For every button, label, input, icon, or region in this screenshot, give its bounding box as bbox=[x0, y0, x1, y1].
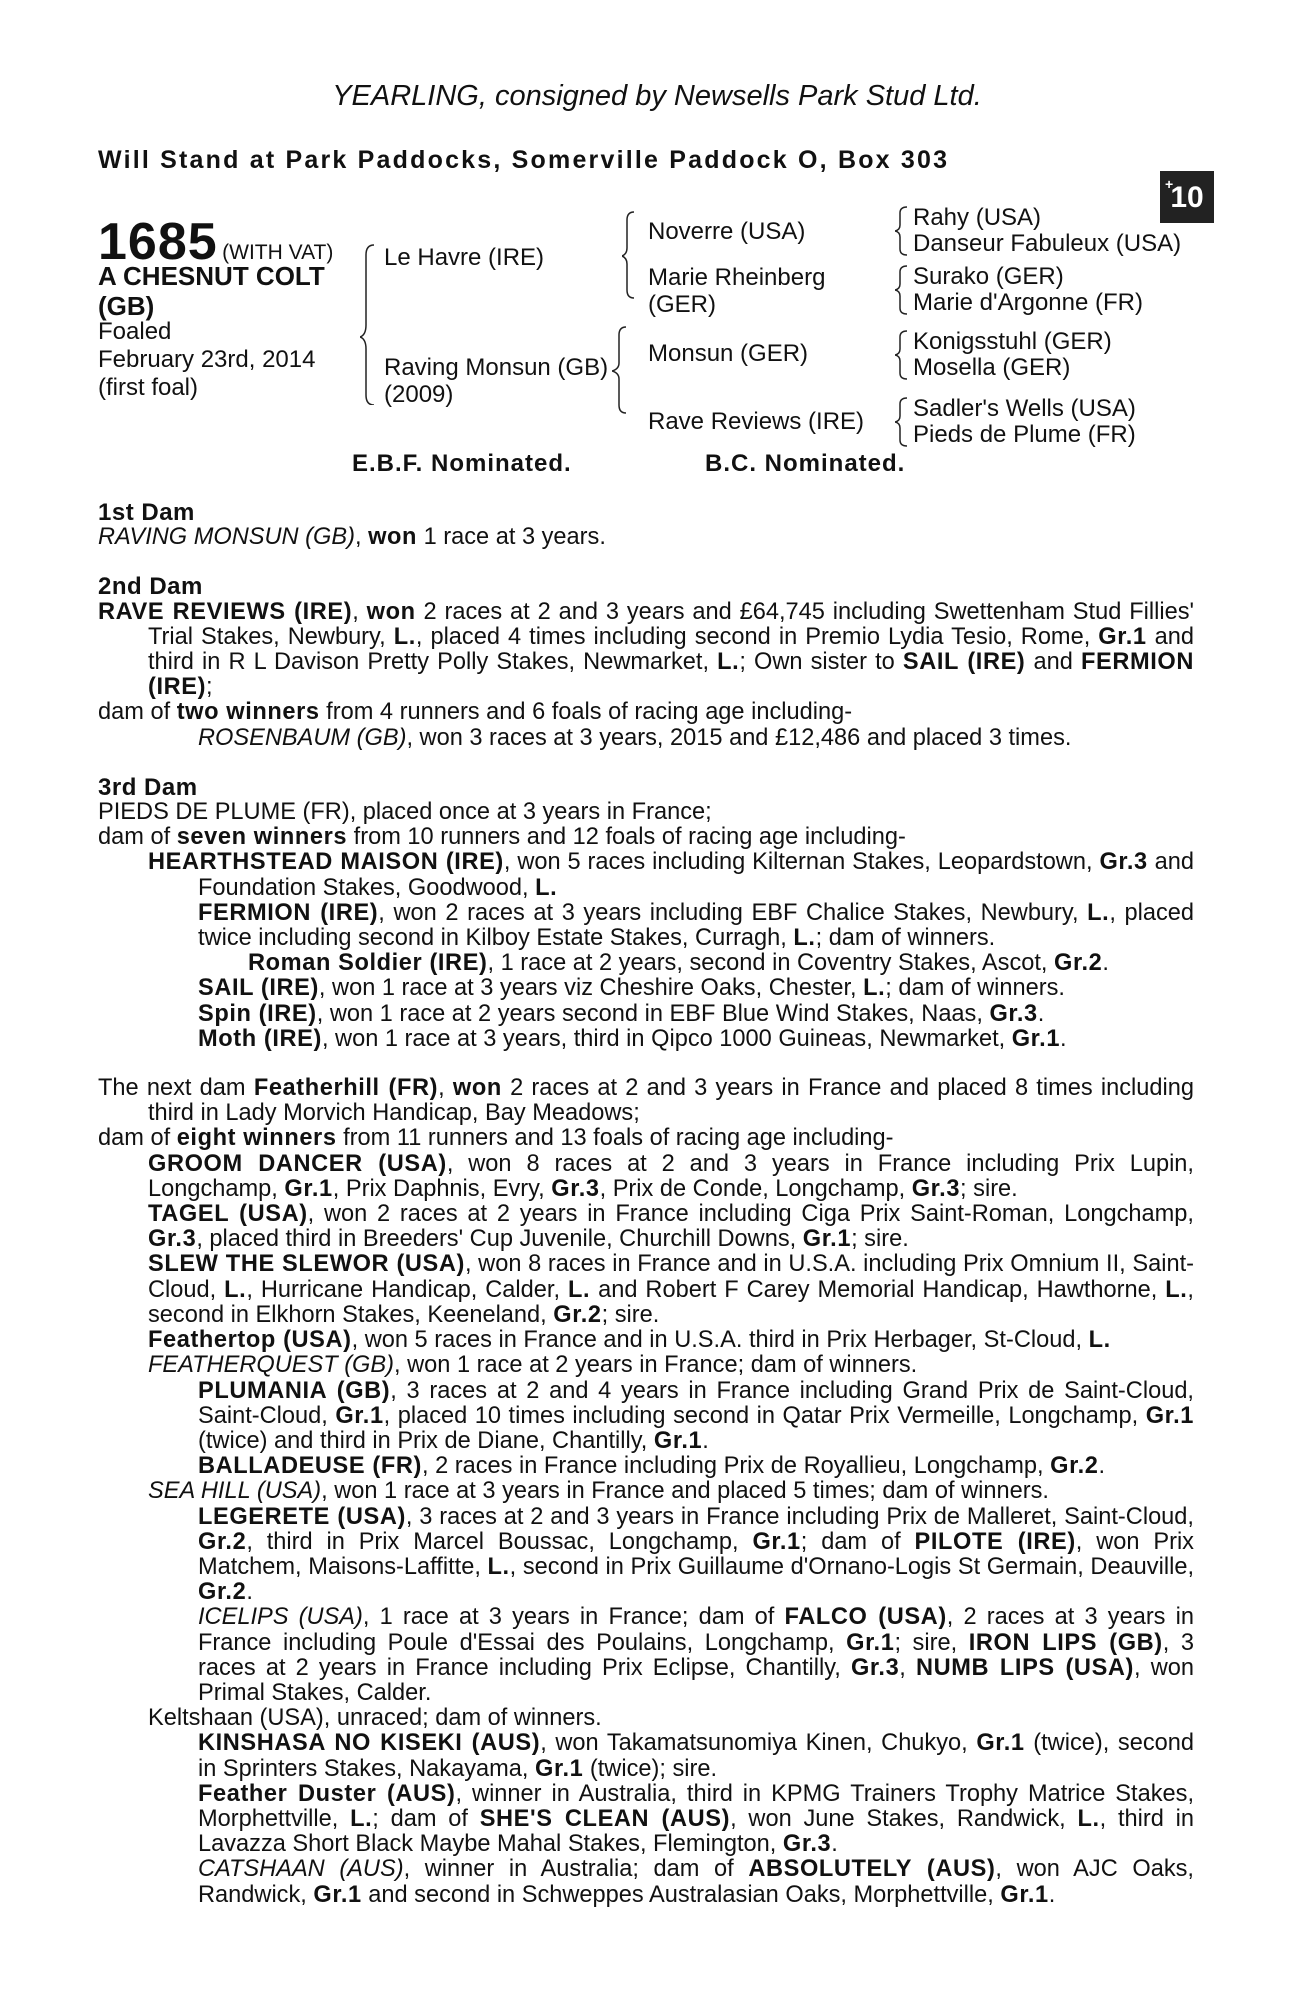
first-dam-heading: 1st Dam bbox=[98, 499, 195, 526]
bc-nominated: B.C. Nominated. bbox=[705, 450, 906, 477]
brace-4 bbox=[895, 396, 911, 448]
third-dam-heading: 3rd Dam bbox=[98, 773, 198, 801]
produce-groom-dancer: GROOM DANCER (USA), won 8 races at 2 and 3 years in France including Prix Lupin, Longchamp, Gr.1, Prix Daphnis, Evry, Gr.3, Prix de Conde, Longchamp, Gr.3; sire. bbox=[148, 1150, 1194, 1202]
text: 1 race at 3 years. bbox=[417, 524, 606, 551]
vat-note: (WITH VAT) bbox=[222, 241, 334, 264]
second-dam-record: RAVE REVIEWS (IRE), won 2 races at 2 and 3 years and £64,745 including Swettenham Stud Fillies' Trial Stakes, Newbury, L., placed 4 times including second in Premio Lydia Tesio, Rome, Gr.1 and third in R L Davison Pretty Polly Stakes, Newmarket, L.; Own sister to SAIL (IRE) and FERMION (IRE); bbox=[98, 598, 1195, 701]
horse-country: (GB) bbox=[98, 291, 155, 321]
third-dam-produce-summary: dam of seven winners from 10 runners and 12 foals of racing age including- bbox=[98, 824, 906, 851]
dam-sire-dam: Mosella (GER) bbox=[913, 354, 1071, 381]
produce-sail: SAIL (IRE), won 1 race at 3 years viz Cheshire Oaks, Chester, L.; dam of winners. bbox=[198, 975, 1065, 1002]
dam-dam: Rave Reviews (IRE) bbox=[648, 408, 865, 435]
produce-record bbox=[98, 500, 1194, 1908]
next-dam-record: The next dam Featherhill (FR), won 2 races at 2 and 3 years in France and placed 8 times including third in Lady Morvich Handicap, Bay Meadows; bbox=[98, 1075, 1195, 1127]
lot-badge bbox=[1160, 171, 1214, 223]
first-dam-section bbox=[98, 500, 1194, 550]
third-dam-section bbox=[98, 775, 1194, 1052]
page-header: YEARLING, consigned by Newsells Park Stud Ltd. bbox=[332, 80, 982, 112]
sire: Le Havre (IRE) bbox=[384, 244, 545, 271]
badge-value: 10 bbox=[1170, 181, 1204, 214]
sire-dam-sire: Surako (GER) bbox=[913, 263, 1064, 290]
horse-description bbox=[98, 261, 325, 321]
sire-sire-dam: Danseur Fabuleux (USA) bbox=[913, 230, 1182, 257]
dam-year: (2009) bbox=[384, 381, 454, 408]
next-dam-section bbox=[98, 1076, 1194, 1908]
first-dam-record bbox=[98, 525, 1194, 550]
dam: Raving Monsun (GB) bbox=[384, 354, 609, 381]
produce-hearthstead-maison: HEARTHSTEAD MAISON (IRE), won 5 races including Kilternan Stakes, Leopardstown, Gr.3 and Foundation Stakes, Goodwood, L. bbox=[148, 849, 1195, 901]
dam-sire-sire: Konigsstuhl (GER) bbox=[913, 328, 1112, 355]
brace-2 bbox=[895, 264, 911, 316]
sire-dam: Marie Rheinberg bbox=[648, 264, 826, 291]
foaling-info bbox=[98, 318, 315, 402]
produce-plumania: PLUMANIA (GB), 3 races at 2 and 4 years in France including Grand Prix de Saint-Cloud, Saint-Cloud, Gr.1, placed 10 times including second in Qatar Prix Vermeille, Longchamp, Gr.1 (twice) and third in Prix de Diane, Chantilly, Gr.1. bbox=[198, 1377, 1195, 1454]
produce-catshaan: CATSHAAN (AUS), winner in Australia; dam of ABSOLUTELY (AUS), won AJC Oaks, Randwick, Gr.1 and second in Schweppes Australasian Oaks, Morphettville, Gr.1. bbox=[198, 1856, 1194, 1908]
produce-tagel: TAGEL (USA), won 2 races at 2 years in France including Ciga Prix Saint-Roman, Longchamp, Gr.3, placed third in Breeders' Cup Juvenile, Churchill Downs, Gr.1; sire. bbox=[148, 1201, 1194, 1253]
foaled-label: Foaled bbox=[98, 318, 172, 345]
dam-sire: Monsun (GER) bbox=[648, 340, 809, 367]
produce-feathertop: Feathertop (USA), won 5 races in France and in U.S.A. third in Prix Herbager, St-Cloud, L. bbox=[148, 1327, 1111, 1354]
lot-number-value: 1685 bbox=[98, 213, 218, 271]
produce-kinshasa-no-kiseki: KINSHASA NO KISEKI (AUS), won Takamatsunomiya Kinen, Chukyo, Gr.1 (twice), second in Sprinters Stakes, Nakayama, Gr.1 (twice); sire. bbox=[198, 1730, 1194, 1782]
ebf-nominated: E.B.F. Nominated. bbox=[352, 450, 572, 477]
sire-sire: Noverre (USA) bbox=[648, 218, 806, 245]
stand-location: Will Stand at Park Paddocks, Somerville Paddock O, Box 303 bbox=[98, 146, 950, 174]
foaled-date: February 23rd, 2014 bbox=[98, 346, 316, 373]
produce-moth: Moth (IRE), won 1 race at 3 years, third in Qipco 1000 Guineas, Newmarket, Gr.1. bbox=[198, 1025, 1067, 1052]
produce-fermion: FERMION (IRE), won 2 races at 3 years including EBF Chalice Stakes, Newbury, L., placed twice including second in Kilboy Estate Stakes, Curragh, L.; dam of winners. bbox=[198, 899, 1195, 952]
plus-icon: + bbox=[1165, 176, 1174, 192]
dam-dam-dam: Pieds de Plume (FR) bbox=[913, 421, 1136, 448]
second-dam-section bbox=[98, 574, 1194, 750]
produce-rosenbaum: ROSENBAUM (GB), won 3 races at 3 years, 2015 and £12,486 and placed 3 times. bbox=[198, 724, 1072, 751]
produce-legerete: LEGERETE (USA), 3 races at 2 and 3 years in France including Prix de Malleret, Saint-Cloud, Gr.2, third in Prix Marcel Boussac, Longchamp, Gr.1; dam of PILOTE (IRE), won Prix Matchem, Maisons-Laffitte, L., second in Prix Guillaume d'Ornano-Logis St Germain, Deauville, Gr.2. bbox=[198, 1503, 1195, 1606]
sire-dam-country: (GER) bbox=[648, 291, 716, 318]
brace-1 bbox=[895, 205, 911, 257]
produce-keltshaan: Keltshaan (USA), unraced; dam of winners. bbox=[148, 1705, 602, 1732]
second-dam-produce-summary: dam of two winners from 4 runners and 6 foals of racing age including- bbox=[98, 699, 853, 726]
produce-spin: Spin (IRE), won 1 race at 2 years second in EBF Blue Wind Stakes, Naas, Gr.3. bbox=[198, 1000, 1045, 1027]
produce-feather-duster: Feather Duster (AUS), winner in Australia, third in KPMG Trainers Trophy Matrice Stakes, Morphettville, L.; dam of SHE'S CLEAN (AUS), won June Stakes, Randwick, L., third in Lavazza Short Black Maybe Mahal Stakes, Flemington, Gr.3. bbox=[198, 1780, 1194, 1858]
horse-sex-colour: A CHESNUT COLT bbox=[98, 261, 325, 291]
next-dam-produce-summary: dam of eight winners from 11 runners and 13 foals of racing age including- bbox=[98, 1125, 894, 1152]
produce-icelips: ICELIPS (USA), 1 race at 3 years in France; dam of FALCO (USA), 2 races at 3 years in France including Poule d'Essai des Poulains, Longchamp, Gr.1; sire, IRON LIPS (GB), 3 races at 2 years in France including Prix Eclipse, Chantilly, Gr.3, NUMB LIPS (USA), won Primal Stakes, Calder. bbox=[198, 1604, 1195, 1706]
sire-sire-sire: Rahy (USA) bbox=[913, 204, 1042, 231]
produce-roman-soldier: Roman Soldier (IRE), 1 race at 2 years, second in Coventry Stakes, Ascot, Gr.2. bbox=[248, 950, 1109, 977]
sire-dam-dam: Marie d'Argonne (FR) bbox=[913, 289, 1143, 316]
text: , bbox=[354, 524, 369, 551]
dam-dam-sire: Sadler's Wells (USA) bbox=[913, 395, 1136, 422]
produce-slew-the-slewor: SLEW THE SLEWOR (USA), won 8 races in France and in U.S.A. including Prix Omnium II, Saint-Cloud, L., Hurricane Handicap, Calder, L. and Robert F Carey Memorial Handicap, Hawthorne, L., second in Elkhorn Stakes, Keeneland, Gr.2; sire. bbox=[148, 1251, 1194, 1328]
second-dam-heading: 2nd Dam bbox=[98, 573, 203, 601]
produce-featherquest: FEATHERQUEST (GB), won 1 race at 2 years in France; dam of winners. bbox=[148, 1352, 918, 1379]
pedigree-brace-sire bbox=[622, 210, 642, 300]
pedigree-brace-dam bbox=[612, 325, 636, 415]
won-text: won bbox=[368, 524, 418, 551]
produce-sea-hill: SEA HILL (USA), won 1 race at 3 years in France and placed 5 times; dam of winners. bbox=[148, 1478, 1049, 1505]
third-dam-record: PIEDS DE PLUME (FR), placed once at 3 years in France; bbox=[98, 799, 712, 826]
foal-order: (first foal) bbox=[98, 374, 199, 401]
brace-3 bbox=[895, 329, 911, 381]
first-dam-name: RAVING MONSUN (GB) bbox=[98, 524, 355, 551]
produce-balladeuse: BALLADEUSE (FR), 2 races in France including Prix de Royallieu, Longchamp, Gr.2. bbox=[198, 1453, 1106, 1480]
